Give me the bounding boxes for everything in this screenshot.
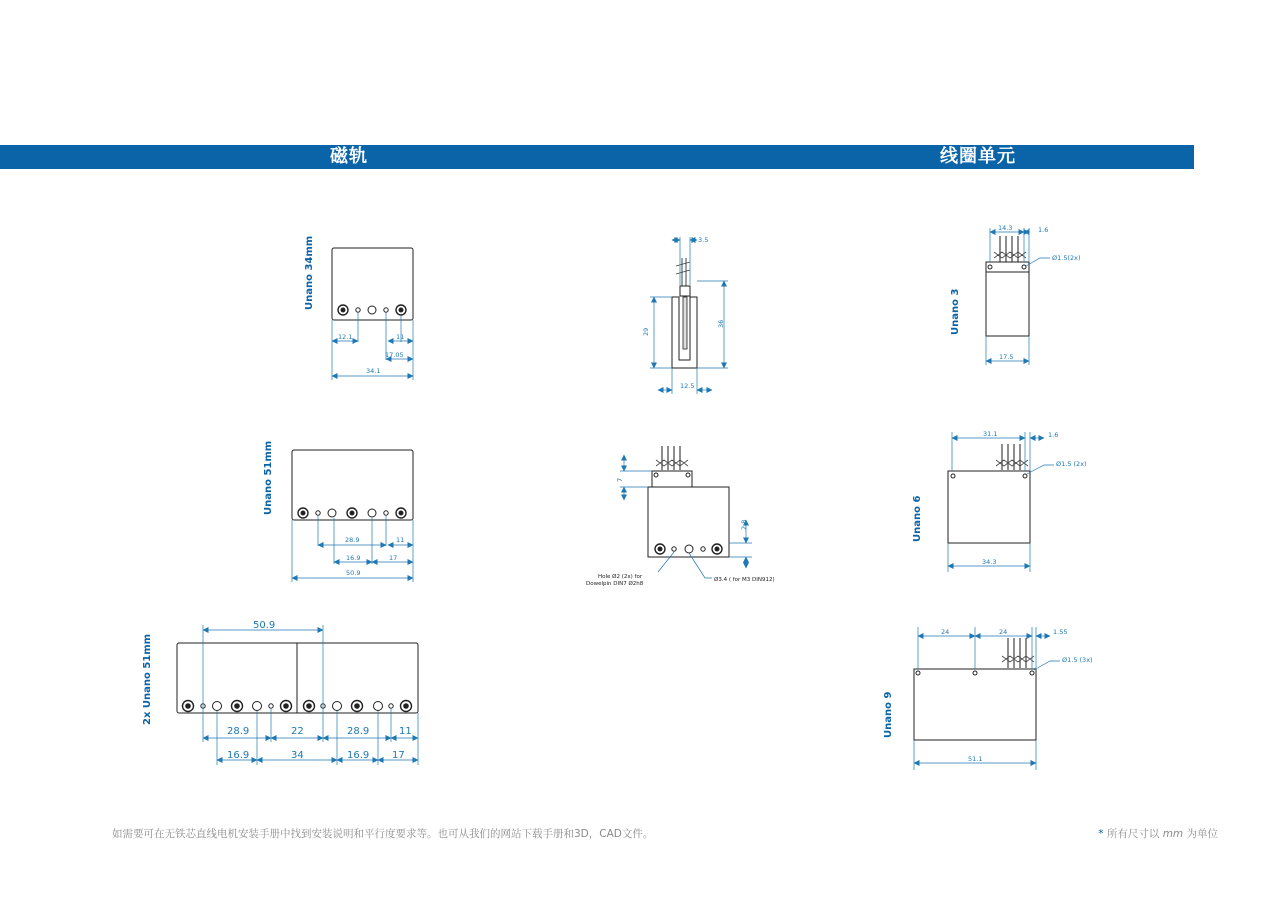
dim-16-9-b: 16.9 (347, 750, 370, 761)
coil-unit-title: 线圈单元 (940, 146, 1016, 167)
coil-unano-9-label: Unano 9 (883, 691, 894, 738)
dim-11: 11 (396, 333, 405, 341)
rail-2x-51mm (142, 620, 418, 765)
dim-31-1: 31.1 (983, 430, 998, 438)
hole-dia-note: Ø1.5(2x) (1052, 254, 1081, 262)
dim-3-5: 3.5 (698, 236, 709, 244)
dim-51-1: 51.1 (968, 755, 983, 763)
rail-51mm-label: Unano 51mm (263, 440, 274, 515)
unit-note (1098, 826, 1218, 841)
coil-unano-9 (883, 627, 1093, 770)
unit-note-text-a: 所有尺寸以 (1106, 828, 1160, 840)
screw-note: Ø3.4 ( for M3 DIN912) (714, 577, 775, 583)
dim-29: 29 (642, 327, 650, 336)
hole-dia-note: Ø1.5 (3x) (1062, 656, 1093, 664)
magnet-rail-title: 磁轨 (330, 146, 368, 167)
dim-12-5: 12.5 (680, 382, 695, 390)
dim-16-9-a: 16.9 (227, 750, 250, 761)
coil-unano-3 (950, 224, 1081, 365)
dim-24-a: 24 (941, 628, 950, 636)
dim-34-1: 34.1 (366, 367, 381, 375)
side-view (642, 236, 728, 394)
hole-dia-note: Ø1.5 (2x) (1056, 460, 1087, 468)
dim-17-05: 17.05 (385, 351, 404, 359)
dim-50-9: 50.9 (253, 620, 276, 631)
dim-22: 22 (291, 726, 304, 737)
dim-28-9-b: 28.9 (347, 726, 370, 737)
dim-36: 36 (717, 319, 725, 328)
coil-unano-6 (912, 430, 1087, 572)
unit-note-mm: mm (1162, 828, 1184, 840)
dim-1-6: 1.6 (1038, 226, 1049, 234)
dim-1-6: 1.6 (1048, 431, 1059, 439)
dim-17-5: 17.5 (999, 353, 1014, 361)
dim-14-3: 14.3 (998, 224, 1013, 232)
dim-11: 11 (399, 726, 412, 737)
rail-2x-51mm-label: 2x Unano 51mm (142, 633, 153, 725)
hole-note-line-2: Dowelpin DIN7 Ø2h8 (586, 581, 644, 587)
dim-28-9: 28.9 (345, 536, 360, 544)
front-view (586, 446, 775, 587)
coil-unano-3-label: Unano 3 (950, 288, 961, 335)
dim-28-9-a: 28.9 (227, 726, 250, 737)
rail-34mm-label: Unano 34mm (304, 235, 315, 310)
footer-note: 如需要可在无铁芯直线电机安装手册中找到安装说明和平行度要求等。也可从我们的网站下载手册和3D，CAD文件。 (112, 828, 654, 840)
dim-17: 17 (389, 554, 398, 562)
dim-2-8: 2.8 (740, 519, 748, 530)
dim-7: 7 (616, 477, 624, 482)
dim-1-55: 1.55 (1053, 628, 1068, 636)
dim-24-b: 24 (999, 628, 1008, 636)
dim-16-9: 16.9 (346, 554, 361, 562)
dim-17: 17 (392, 750, 405, 761)
rail-51mm (263, 441, 413, 582)
rail-34mm (304, 236, 413, 380)
dim-50-9: 50.9 (346, 569, 361, 577)
dim-11: 11 (396, 536, 405, 544)
unit-note-text-b: 为单位 (1186, 828, 1218, 840)
dim-34-3: 34.3 (982, 558, 997, 566)
hole-note-line-1: Hole Ø2 (2x) for (598, 574, 643, 580)
dim-34: 34 (291, 750, 304, 761)
coil-unano-6-label: Unano 6 (912, 495, 923, 542)
dim-12-1: 12.1 (338, 333, 353, 341)
unit-note-prefix: * (1098, 828, 1104, 840)
